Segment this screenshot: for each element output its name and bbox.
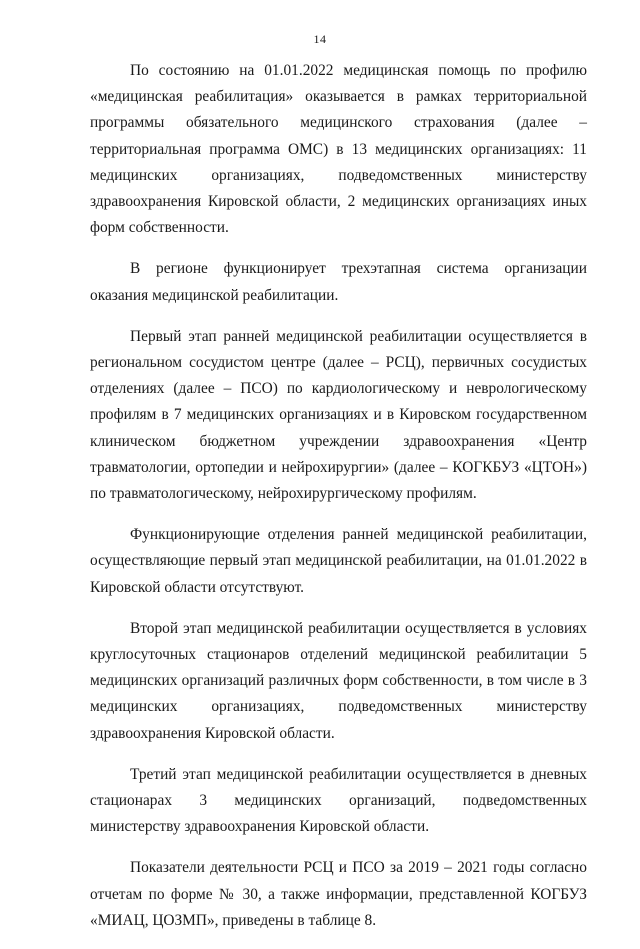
paragraph-early-rehab-departments: Функционирующие отделения ранней медицинской реабилитации, осуществляющие первый этап медицинской реабилитации, на 01.01.2022 в Кировской области отсутствуют. (90, 526, 587, 596)
paragraph-three-stage-system: В регионе функционирует трехэтапная система организации оказания медицинской реабилитации. (90, 260, 587, 304)
paragraph-third-stage: Третий этап медицинской реабилитации осуществляется в дневных стационарах 3 медицинских организаций, подведомственных министерству здравоохранения Кировской области. (90, 765, 587, 836)
paragraph-second-stage: Второй этап медицинской реабилитации осуществляется в условиях круглосуточных стационаров отделений медицинской реабилитации 5 медицинских организаций различных форм собственности, в том числе в 3 медицинских организациях, подведомственных министерству здравоохранения Кировской области. (90, 619, 587, 742)
paragraph-first-stage: Первый этап ранней медицинской реабилитации осуществляется в региональном сосудистом центре (далее – РСЦ), первичных сосудистых отделениях (далее – ПСО) по кардиологическому и неврологическому профилям в 7 медицинских организациях и в Кировском государственном клиническом бюджетном учреждении здравоохранения «Центр травматологии, ортопедии и нейрохирургии» (далее – КОГКБУЗ «ЦТОН») по травматологическому, нейрохирургическому профилям. (90, 327, 587, 503)
paragraph-rsc-pso-indicators: Показатели деятельности РСЦ и ПСО за 2019 – 2021 годы согласно отчетам по форме № 30, а также информации, представленной КОГБУЗ «МИАЦ, ЦОЗМП», приведены в таблице 8. (90, 859, 587, 929)
page-number: 14 (313, 32, 327, 46)
document-body (90, 58, 587, 949)
paragraph-medical-rehab-status: По состоянию на 01.01.2022 медицинская помощь по профилю «медицинская реабилитация» оказывается в рамках территориальной программы обязательного медицинского страхования (далее – территориальная программа ОМС) в 13 медицинских организациях: 11 медицинских организациях, подведомственных министерству здравоохранения Кировской области, 2 медицинских организациях иных форм собственности. (90, 62, 587, 237)
